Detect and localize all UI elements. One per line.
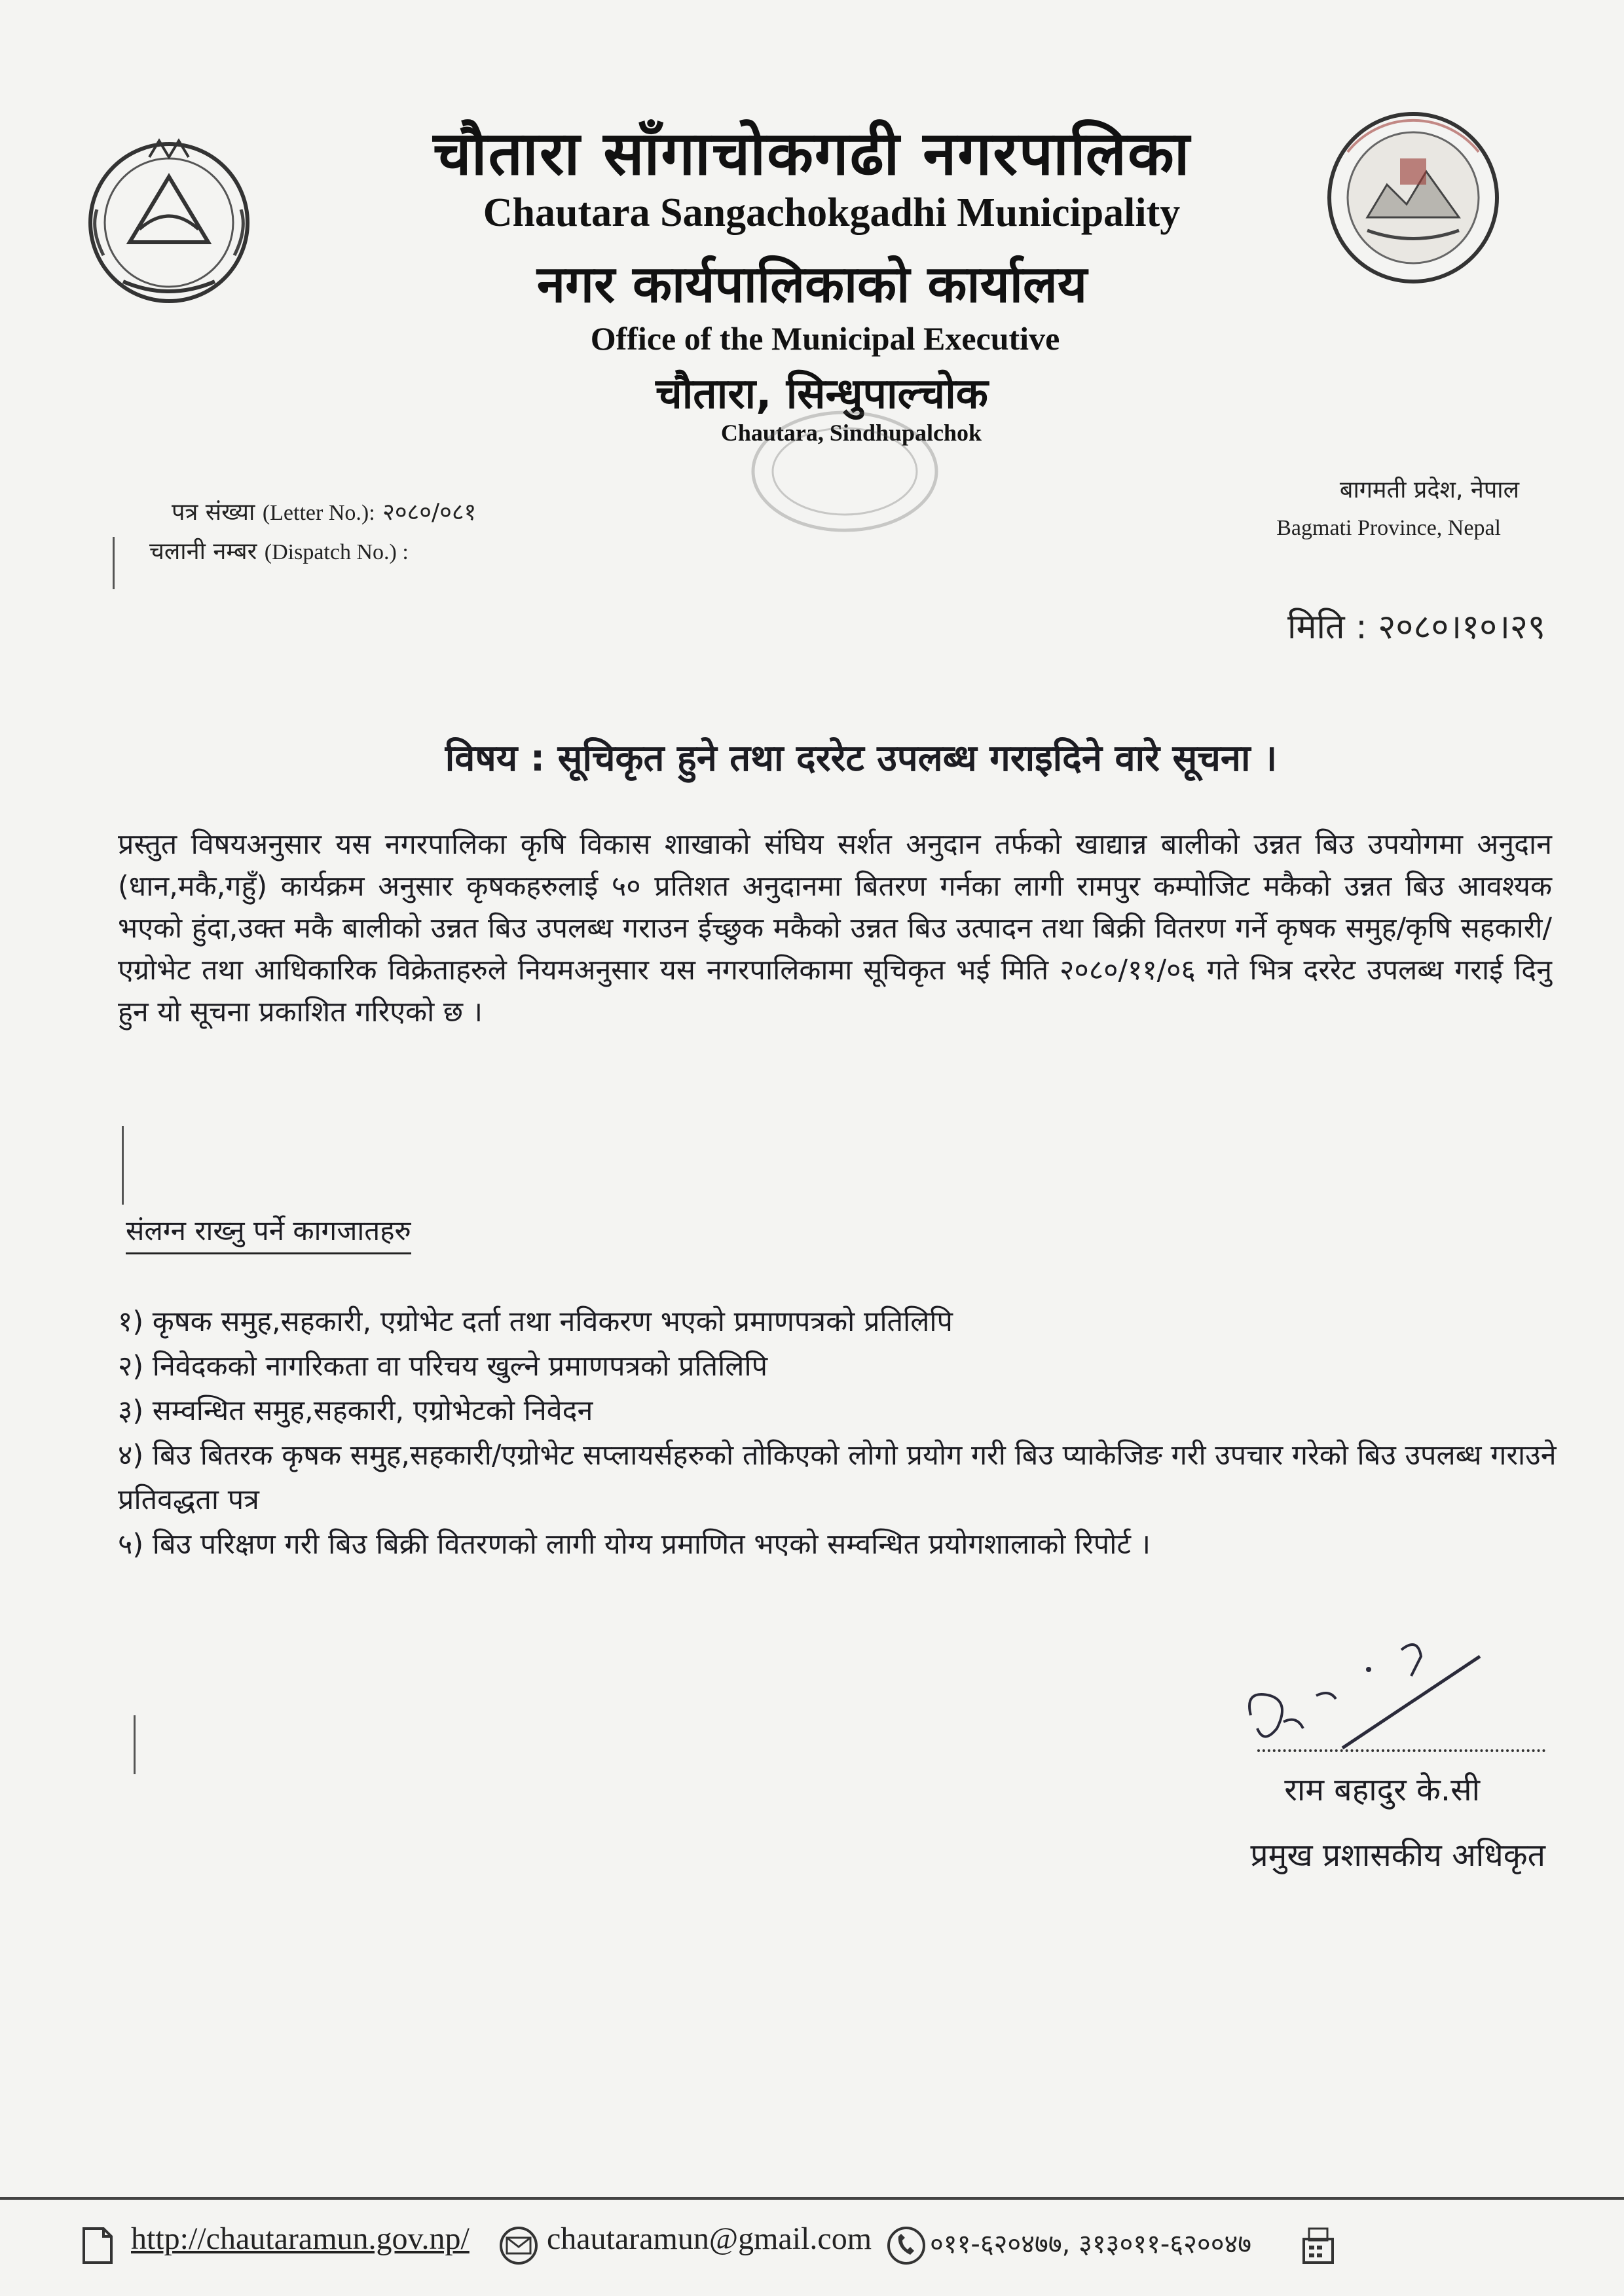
handwritten-signature (1238, 1617, 1513, 1768)
web-icon (79, 2226, 115, 2265)
scan-margin-line (134, 1715, 136, 1774)
subject-heading: विषय : सूचिकृत हुने तथा दररेट उपलब्ध गराइदिने वारे सूचना । (445, 737, 1278, 780)
org-name-en: Chautara Sangachokgadhi Municipality (483, 191, 1181, 235)
letter-no-label-np: पत्र संख्या (172, 499, 255, 526)
letter-number (172, 495, 476, 527)
province-en: Bagmati Province, Nepal (1276, 516, 1501, 540)
office-name-en: Office of the Municipal Executive (590, 320, 1060, 357)
signer-title: प्रमुख प्रशासकीय अधिकृत (1250, 1837, 1545, 1874)
list-item: ३) सम्वन्धित समुह,सहकारी, एग्रोभेटको निवेदन (118, 1394, 593, 1427)
attachments-heading: संलग्न राख्नु पर्ने कागजातहरु (126, 1211, 411, 1254)
dispatch-number (149, 534, 409, 566)
mail-icon (498, 2226, 540, 2265)
list-item: ४) बिउ बितरक कृषक समुह,सहकारी/एग्रोभेट सप्लायर्सहरुको तोकिएको लोगो प्रयोग गरी बिउ प्याकेजिङ गरी उपचार गरेको बिउ उपलब्ध गराउने प्रतिवद्धता पत्र (118, 1439, 1557, 1516)
website-link[interactable]: http://chautaramun.gov.np/ (131, 2221, 470, 2256)
scan-margin-line (122, 1126, 124, 1205)
list-item: १) कृषक समुह,सहकारी, एग्रोभेट दर्ता तथा नविकरण भएको प्रमाणपत्रको प्रतिलिपि (118, 1305, 953, 1338)
phone-icon (885, 2226, 927, 2265)
letter-no-label-en: (Letter No.): (262, 501, 375, 525)
office-name-np: नगर कार्यपालिकाको कार्यालय (536, 255, 1088, 314)
date-line (1287, 602, 1545, 649)
list-item: २) निवेदकको नागरिकता वा परिचय खुल्ने प्रमाणपत्रको प्रतिलिपि (118, 1350, 768, 1383)
dispatch-label-np: चलानी नम्बर (149, 538, 257, 565)
address-en: Chautara, Sindhupalchok (720, 420, 982, 446)
dispatch-label-en: (Dispatch No.) : (264, 540, 409, 564)
email-link[interactable]: chautaramun@gmail.com (547, 2221, 872, 2256)
date-value: २०८०।१०।२९ (1378, 608, 1545, 647)
letter-no-value: २०८०/०८१ (382, 499, 477, 526)
attachments-list (118, 1300, 1559, 1567)
office-stamp (747, 406, 943, 537)
fax-icon (1300, 2226, 1337, 2265)
signature-line (1257, 1749, 1545, 1752)
address-np: चौतारा, सिन्धुपाल्चोक (655, 370, 988, 418)
scan-margin-line (113, 537, 115, 589)
phone-numbers: ०११-६२०४७७, ३१३०११-६२००४७ (930, 2229, 1252, 2259)
notice-body: प्रस्तुत विषयअनुसार यस नगरपालिका कृषि विकास शाखाको संघिय सर्शत अनुदान तर्फको खाद्यान्न बालीको उन्नत बिउ उपयोगमा अनुदान (धान,मकै,गहुँ) कार्यक्रम अनुसार कृषकहरुलाई ५० प्रतिशत अनुदानमा बितरण गर्नका लागी रामपुर कम्पोजिट मकैको उन्नत बिउ आवश्यक भएको हुंदा,उक्त मकै बालीको उन्नत बिउ उपलब्ध गराउन ईच्छुक मकैको उन्नत बिउ उत्पादन तथा बिक्री वितरण गर्ने कृषक समुह/कृषि सहकारी/एग्रोभेट तथा आधिकारिक विक्रेताहरुले नियमअनुसार यस नगरपालिकामा सूचिकृत भई मिति २०८०/११/०६ गते भित्र दररेट उपलब्ध गराई दिनु हुन यो सूचना प्रकाशित गरिएको छ । (118, 828, 1552, 1029)
signer-name: राम बहादुर के.सी (1284, 1772, 1480, 1808)
footer (0, 2221, 1624, 2280)
date-label: मिति : (1287, 608, 1367, 647)
list-item: ५) बिउ परिक्षण गरी बिउ बिक्री वितरणको लागी योग्य प्रमाणित भएको सम्वन्धित प्रयोगशालाको रिपोर्ट । (118, 1528, 1151, 1561)
footer-divider (0, 2197, 1624, 2200)
province-np: बागमती प्रदेश, नेपाल (1339, 477, 1519, 503)
org-name-np: चौतारा साँगाचोकगढी नगरपालिका (433, 118, 1191, 189)
